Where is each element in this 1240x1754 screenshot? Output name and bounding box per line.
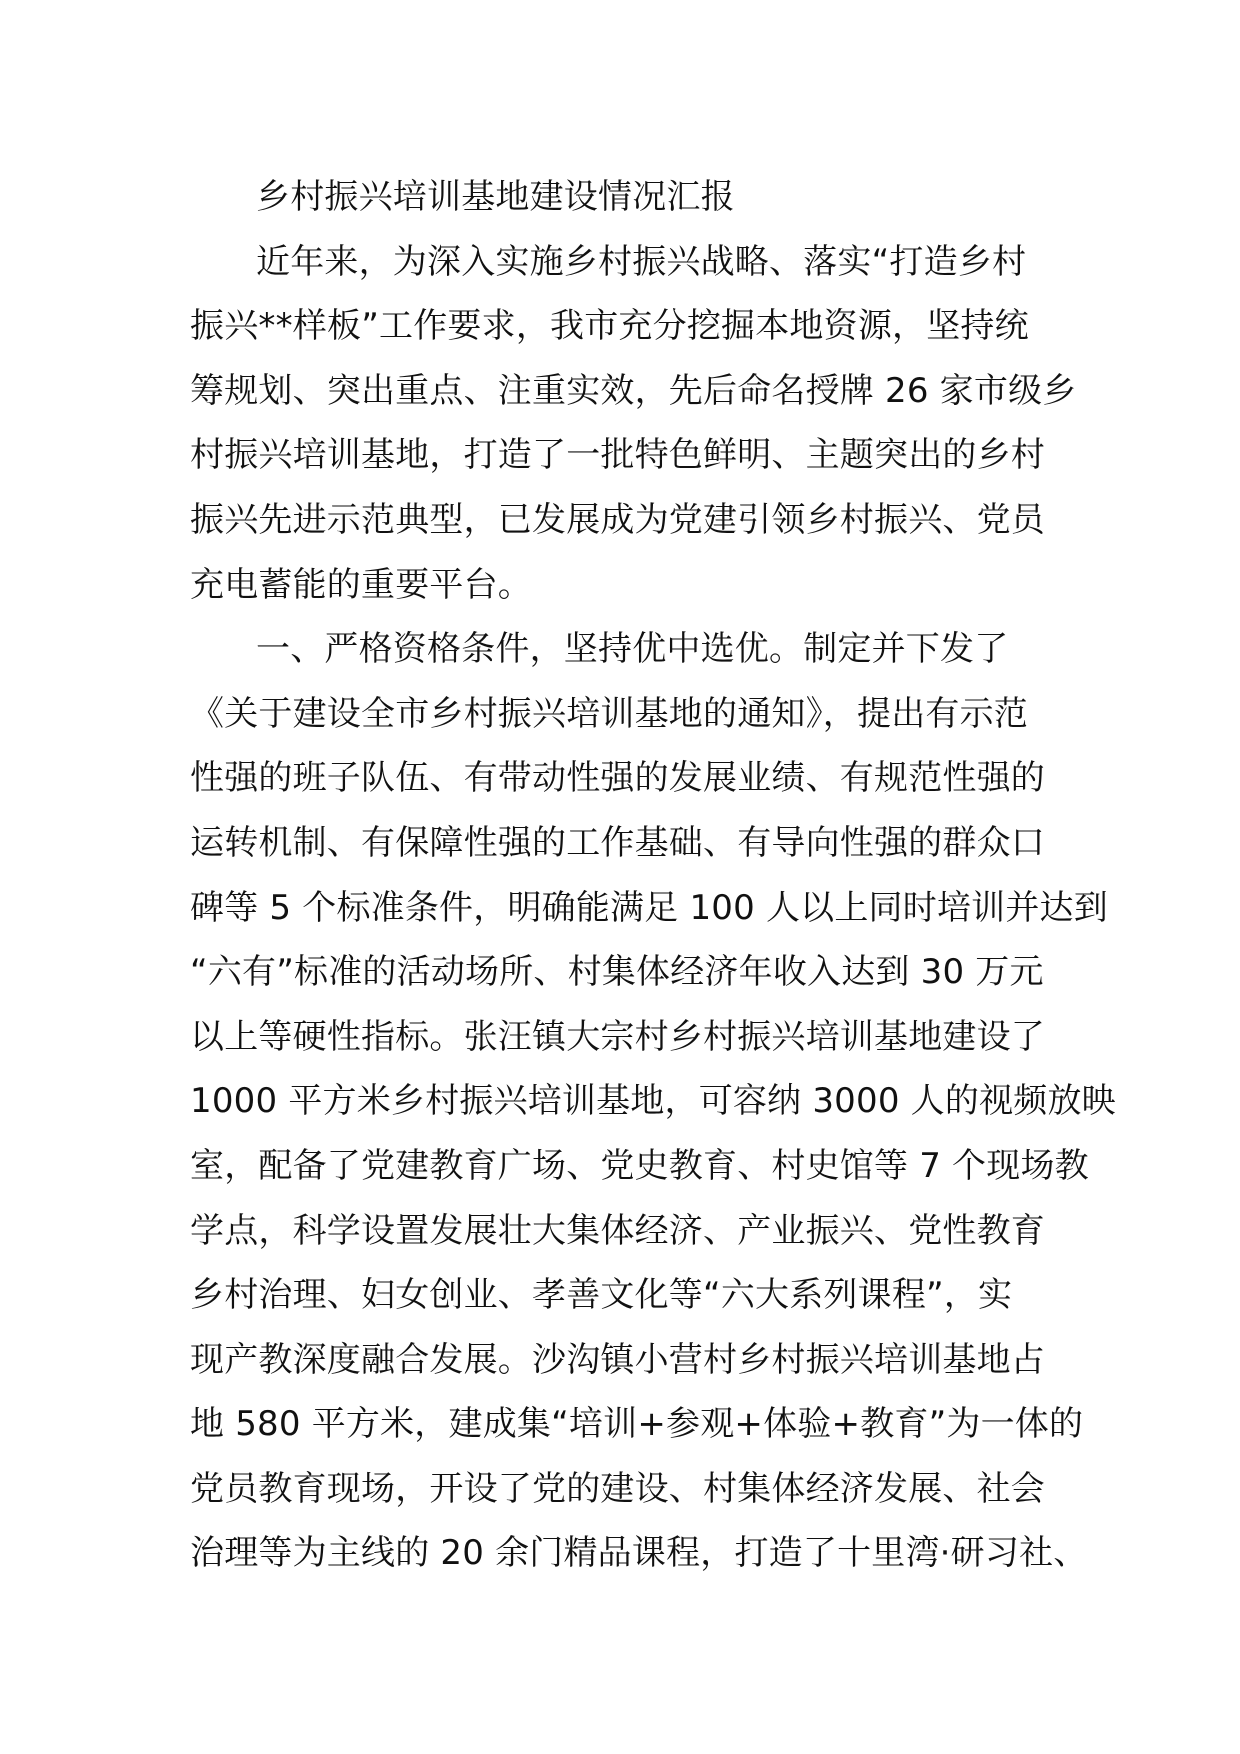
paragraph-line: 以上等硬性指标。张汪镇大宗村乡村振兴培训基地建设了: [190, 1016, 1045, 1057]
paragraph-line: 室，配备了党建教育广场、党史教育、村史馆等 7 个现场教: [190, 1145, 1089, 1186]
paragraph-line: 振兴**样板”工作要求，我市充分挖掘本地资源，坚持统: [190, 306, 1029, 347]
paragraph-line: 村振兴培训基地，打造了一批特色鲜明、主题突出的乡村: [190, 435, 1045, 476]
paragraph-line: 筹规划、突出重点、注重实效，先后命名授牌 26 家市级乡: [190, 370, 1077, 411]
paragraph-line: 振兴先进示范典型，已发展成为党建引领乡村振兴、党员: [190, 499, 1045, 540]
document-title: 乡村振兴培训基地建设情况汇报: [256, 177, 735, 217]
paragraph-line: 碑等 5 个标准条件，明确能满足 100 人以上同时培训并达到: [190, 887, 1108, 928]
paragraph-line: 1000 平方米乡村振兴培训基地，可容纳 3000 人的视频放映: [190, 1081, 1116, 1122]
paragraph-line: 治理等为主线的 20 余门精品课程，打造了十里湾·研习社、: [190, 1533, 1088, 1574]
paragraph-line: 现产教深度融合发展。沙沟镇小营村乡村振兴培训基地占: [190, 1339, 1045, 1380]
paragraph-line: 学点，科学设置发展壮大集体经济、产业振兴、党性教育: [190, 1210, 1045, 1251]
document-body: [190, 165, 1116, 1586]
paragraph-line: 党员教育现场，开设了党的建设、村集体经济发展、社会: [190, 1468, 1045, 1509]
paragraph-line: 地 580 平方米，建成集“培训+参观+体验+教育”为一体的: [190, 1404, 1084, 1445]
paragraph-line: 运转机制、有保障性强的工作基础、有导向性强的群众口: [190, 822, 1045, 863]
paragraph-line: 近年来，为深入实施乡村振兴战略、落实“打造乡村: [256, 241, 1027, 282]
paragraph-line: 充电蓄能的重要平台。: [190, 564, 532, 605]
paragraph-line: 《关于建设全市乡村振兴培训基地的通知》，提出有示范: [190, 693, 1028, 734]
paragraph-line: 乡村治理、妇女创业、孝善文化等“六大系列课程”，实: [190, 1275, 1013, 1316]
paragraph-line: “六有”标准的活动场所、村集体经济年收入达到 30 万元: [190, 952, 1044, 993]
paragraph-line: 性强的班子队伍、有带动性强的发展业绩、有规范性强的: [190, 758, 1045, 799]
paragraph-line: 一、严格资格条件，坚持优中选优。制定并下发了: [256, 629, 1009, 670]
